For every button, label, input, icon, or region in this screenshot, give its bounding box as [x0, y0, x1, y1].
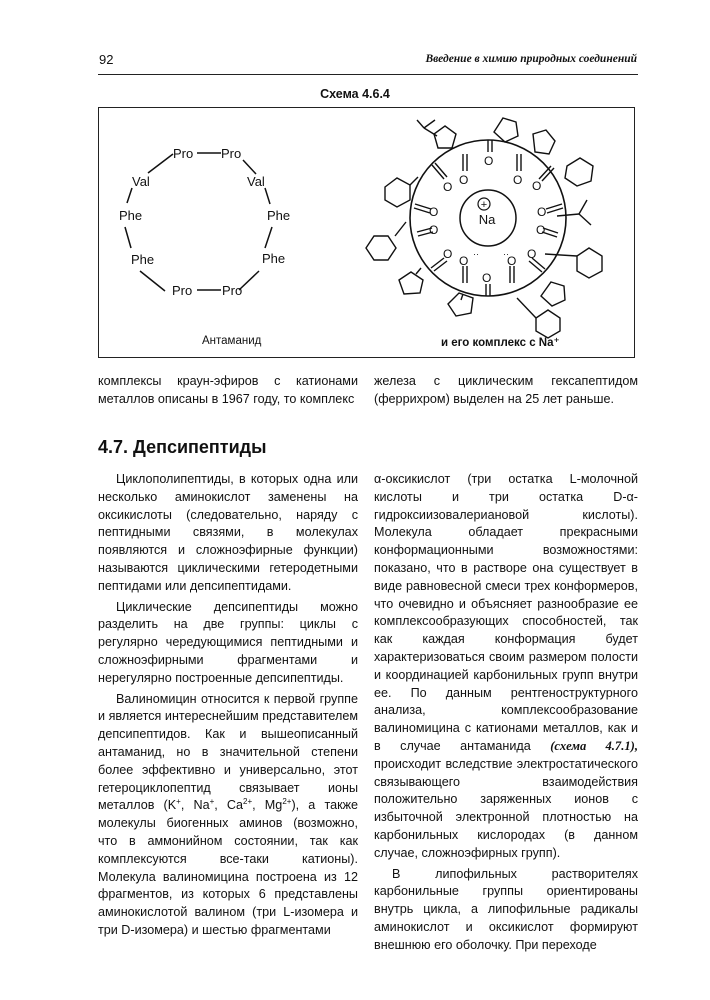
oxygen-atom: O — [507, 254, 517, 268]
proline-ring — [565, 158, 593, 186]
superscript: + — [176, 797, 181, 807]
residue-val-right: Val — [247, 174, 265, 189]
lone-pair-dots — [473, 249, 509, 259]
right-column — [374, 471, 638, 955]
proline-ring — [399, 272, 423, 294]
paragraph — [98, 691, 358, 940]
text-run: , Mg — [252, 798, 283, 813]
oxygen-atom: O — [443, 247, 453, 261]
residue-pro-bottom-left: Pro — [172, 283, 193, 298]
side-chains — [366, 118, 602, 338]
oxygen-atom: O — [429, 205, 439, 219]
paragraph: железа с циклическим гексапептидом (феррихром) выделен на 25 лет раньше. — [374, 374, 638, 406]
residue-phe-left-upper: Phe — [119, 208, 143, 223]
header-rule — [98, 74, 638, 75]
benzene-ring — [536, 310, 560, 338]
oxygen-atom: O — [429, 223, 439, 237]
running-title: Введение в химию природных соединений — [425, 53, 637, 65]
oxygen-atom: O — [443, 180, 453, 194]
scheme-title: Схема 4.6.4 — [320, 87, 390, 101]
scheme-drawing — [99, 108, 633, 356]
page-number: 92 — [99, 52, 114, 67]
scheme-reference: (схема 4.7.1), — [550, 738, 639, 753]
benzene-ring — [577, 248, 602, 278]
text-run: , Na — [180, 798, 210, 813]
oxygen-atom: O — [459, 173, 469, 187]
residue-pro-top-right: Pro — [221, 146, 242, 161]
na-complex-drawing — [366, 118, 602, 338]
oxygen-atom: O — [532, 179, 542, 193]
cation-charge: + — [480, 199, 488, 211]
text-run: , Ca — [214, 798, 244, 813]
oxygen-atom: O — [536, 223, 546, 237]
paragraph: Циклополипептиды, в которых одна или несколько аминокислот заменены на оксикислоты (следовательно, наряду с пептидными связями, в молекулах появляются и сложноэфирные функции) называются циклическими гетеродетными пептидами или депсипептидами. — [98, 472, 358, 593]
paragraph: Циклические депсипептиды можно разделить на две группы: циклы с регулярно чередующимися пептидными и сложноэфирными фрагментами и нерегулярно построенные депсипептиды. — [98, 599, 358, 685]
text-run: α-оксикислот (три остатка L-молочной кислоты и три остатка D-α-гидроксиизовалериановой кислоты). Молекула обладает прекрасными конформационными возможностями: показано, что в растворе она существует в виде равновесной смеси трех конформеров, что очевидно и объясняет разнообразие ее комплексообразующих способностей, так как каждая конформация будет характеризоваться своим размером полости и координацией карбонильных групп внутри ее. По данным рентгеноструктурного анализа, комплексообразование валиномицина с катионами металлов, как и в случае антаманида — [374, 472, 638, 753]
paragraph: комплексы краун-эфиров с катионами металлов описаны в 1967 году, то комплекс — [98, 374, 358, 406]
antamanide-caption: Антаманид — [202, 335, 262, 347]
superscript: + — [209, 797, 215, 807]
residue-pro-top-left: Pro — [173, 146, 194, 161]
scheme-figure — [98, 107, 635, 358]
proline-ring — [448, 293, 473, 316]
left-column — [98, 471, 358, 940]
paragraph: В липофильных растворителях карбонильные группы ориентированы внутрь цикла, а липофильные радикалы аминокислот и оксикислот формируют внешнюю его оболочку. При переходе — [374, 866, 638, 952]
residue-phe-right-upper: Phe — [267, 208, 291, 223]
svg-text:··: ·· — [503, 249, 509, 259]
section-heading: 4.7. Депсипептиды — [98, 437, 267, 457]
proline-ring — [434, 126, 456, 148]
benzene-ring — [366, 236, 396, 260]
complex-caption: и его комплекс с Na⁺ — [441, 337, 560, 349]
oxygen-atom: O — [484, 154, 494, 168]
proline-ring — [541, 282, 565, 306]
oxygen-atom: O — [527, 247, 537, 261]
oxygen-atom: O — [537, 205, 547, 219]
text-run: ), а также молекулы биогенных аминов (возможно, что в аммонийном состоянии, так как комплексуются все-таки катионы). Молекула валиномицина построена из 12 фрагментов, из которых 6 представлены аминокислотой валином (три L-изомера и три D-изомера) и шестью фрагментами — [98, 798, 359, 937]
residue-pro-bottom-right: Pro — [222, 283, 243, 298]
residue-phe-right-lower: Phe — [262, 251, 286, 266]
text-top-left — [98, 373, 358, 409]
superscript: 2+ — [243, 797, 253, 807]
cation-label: Na — [478, 212, 496, 227]
residue-phe-left-lower: Phe — [131, 252, 155, 267]
text-run: происходит вследствие электростатического связывающего взаимодействия положительно заряженных ионов с избыточной электронной плотностью на карбонильных кислородах (в данном случае, сложноэфирных групп). — [374, 756, 638, 860]
oxygen-atom: O — [459, 254, 469, 268]
svg-text:··: ·· — [473, 249, 479, 259]
residue-val-left: Val — [132, 174, 150, 189]
benzene-ring — [385, 178, 410, 207]
proline-ring — [494, 118, 518, 142]
oxygen-atom: O — [482, 271, 492, 285]
oxygen-atom: O — [513, 173, 523, 187]
proline-ring — [533, 130, 555, 154]
superscript: 2+ — [282, 797, 292, 807]
paragraph — [374, 471, 638, 863]
text-run: Валиномицин относится к первой группе и является интереснейшим представителем депсипептидов. Как и вышеописанный антаманид, но в значительной степени более эффективно и универсально, этот гетероциклопептид связывает ионы металлов (K — [98, 691, 358, 813]
text-top-right — [374, 373, 638, 409]
